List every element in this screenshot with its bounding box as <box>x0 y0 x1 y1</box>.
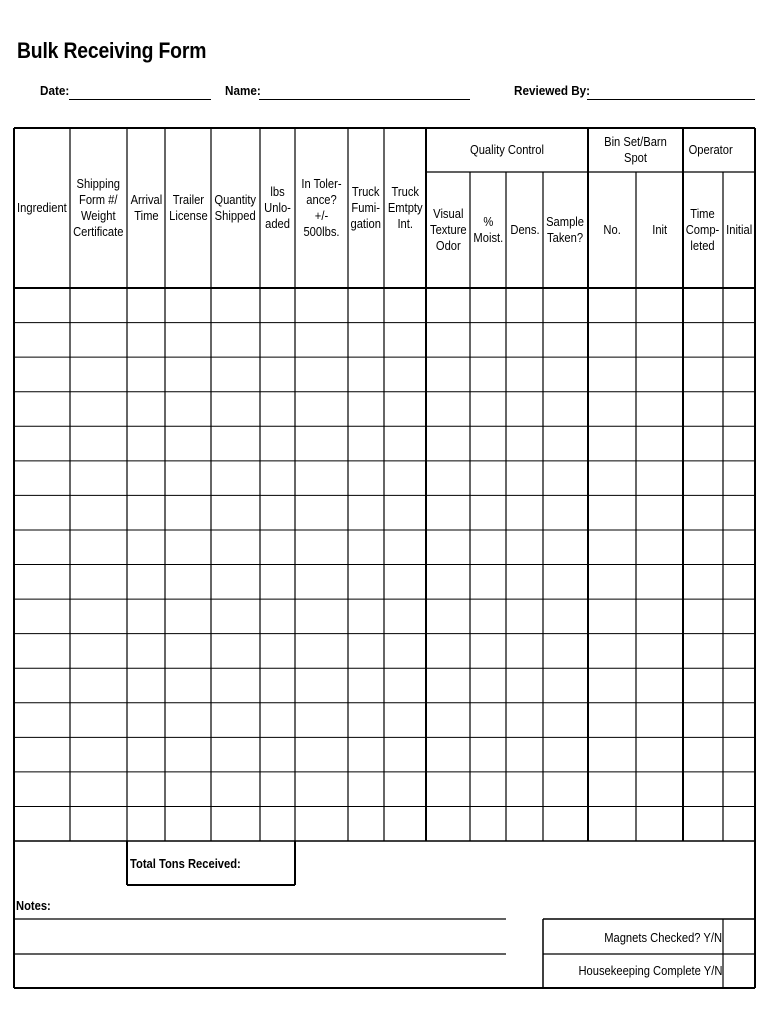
magnets-check-box[interactable] <box>723 920 754 954</box>
col-header-visual-texture-odor: Visual Texture Odor <box>429 206 467 253</box>
col-header-bin-init: Init <box>652 222 667 237</box>
col-header-density: Dens. <box>509 222 540 237</box>
col-header-trailer-license: Trailer License <box>168 192 208 223</box>
col-header-truck-fumigation: Truck Fumi- gation <box>350 184 382 231</box>
col-header-truck-empty: Truck Emtpty Int. <box>387 184 423 231</box>
name-label: Name: <box>225 83 261 98</box>
col-header-arrival-time: Arrival Time <box>130 192 162 223</box>
col-header-quantity-shipped: Quantity Shipped <box>214 192 257 223</box>
housekeeping-label: Housekeeping Complete Y/N <box>578 963 722 978</box>
operator-header: Operator <box>688 142 733 157</box>
housekeeping-check-box[interactable] <box>723 955 754 988</box>
notes-label: Notes: <box>16 898 51 913</box>
col-header-bin-no: No. <box>603 222 621 237</box>
total-tons-label: Total Tons Received: <box>130 856 241 871</box>
magnets-label: Magnets Checked? Y/N <box>604 930 722 945</box>
col-header-lbs-unloaded: lbs Unlo- aded <box>264 184 291 231</box>
form-title: Bulk Receiving Form <box>17 38 207 63</box>
reviewed-by-label: Reviewed By: <box>514 83 591 98</box>
col-header-operator-initial: Initial <box>725 222 753 237</box>
bin-set-header: Bin Set/Barn Spot <box>604 134 667 165</box>
quality-control-header: Quality Control <box>470 142 544 157</box>
date-label: Date: <box>40 83 70 98</box>
col-header-in-tolerance: In Toler- ance? +/- 500lbs. <box>301 176 342 239</box>
col-header-shipping-form: Shipping Form #/ Weight Certificate <box>73 176 124 239</box>
col-header-time-completed: Time Comp- leted <box>686 206 720 253</box>
col-header-sample-taken: Sample Taken? <box>546 214 585 245</box>
col-header-moisture: % Moist. <box>473 214 503 245</box>
col-header-ingredient: Ingredient <box>17 200 67 215</box>
